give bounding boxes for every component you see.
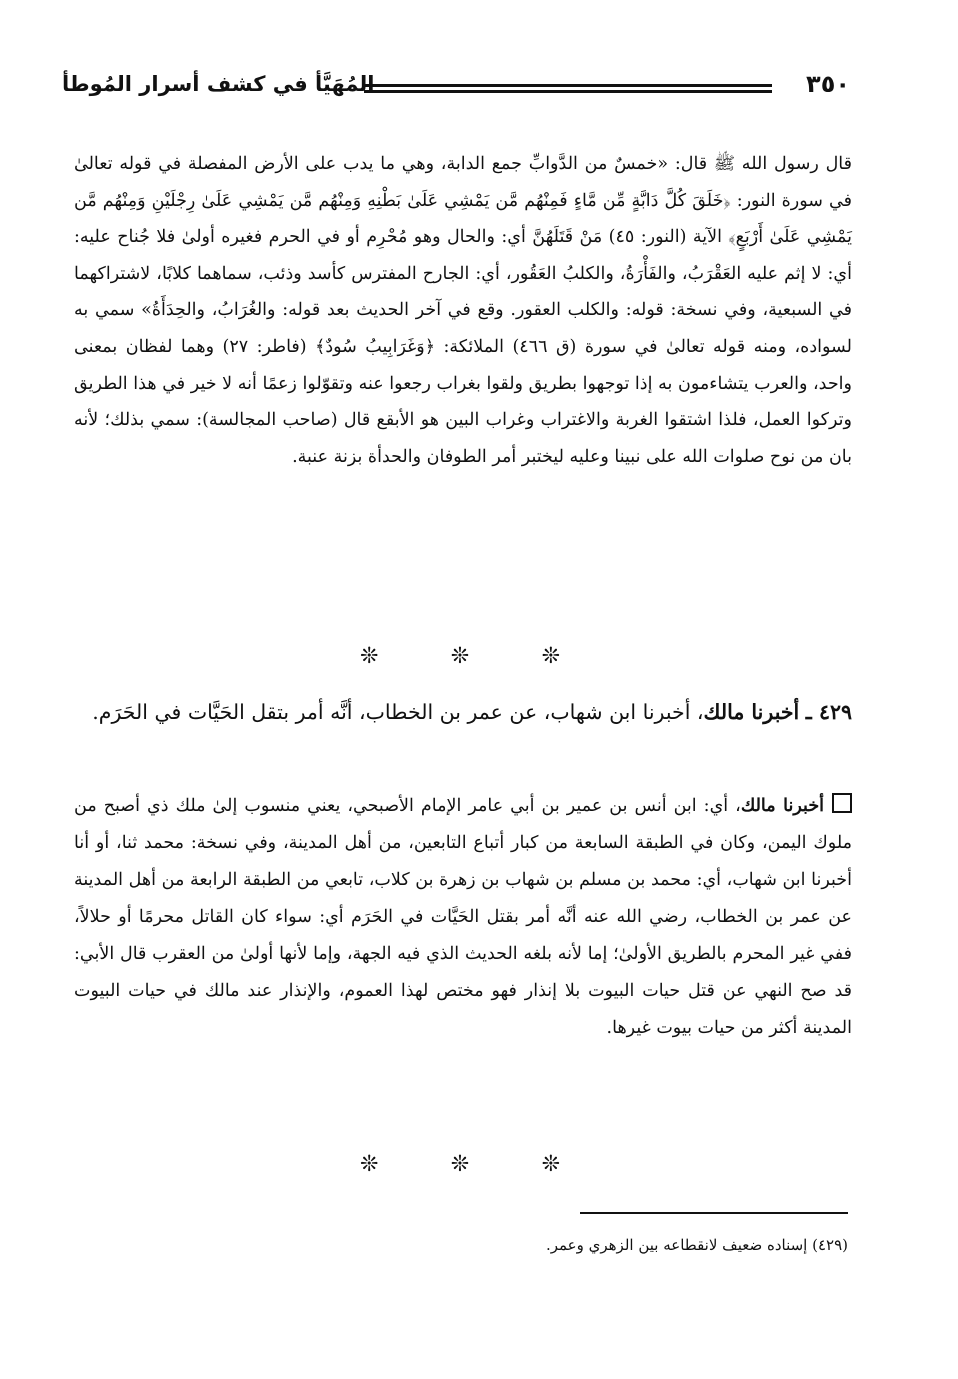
hadith-text [74, 688, 852, 736]
page-header [62, 70, 850, 110]
commentary-text: قال رسول الله ﷺ قال: «خمسٌ من الدَّوابِّ جمع الدابة، وهي ما يدب على الأرض المفصلة في قوله تعالىٰ في سورة النور: ﴿خَلَقَ كُلَّ دَابَّةٍ مِّن مَّاءٍ فَمِنْهُم مَّن يَمْشِي عَلَىٰ بَطْنِهِ وَمِنْهُم مَّن يَمْشِي عَلَىٰ رِجْلَيْنِ وَمِنْهُم مَّن يَمْشِي عَلَىٰ أَرْبَعٍ﴾ الآية (النور: ٤٥) مَنْ قَتَلَهُنَّ أي: والحال وهو مُحْرِم أو في الحرم فغيره أولىٰ فلا جُناح عليه: أي: لا إثم عليه العَقْرَبُ، والفَأْرَةُ، والكلبُ العَقُور، أي: الجارح المفترس كأسد وذئب، سماهما كلابًا، لاشتراكهما في السبعية، وفي نسخة: قوله: والكلب العقور. وقع في آخر الحديث بعد قوله: والغُرَابُ، والحِدَأَةُ» سمي به لسواده، ومنه قوله تعالىٰ في سورة (ق ٤٦٦) الملائكة: ﴿وَغَرَابِيبُ سُودٌ﴾ (فاطر: ٢٧) وهما لفظان بمعنى واحد، والعرب يتشاءمون به إذا توجهوا بطريق ولقوا بغراب رجعوا عنه وتقوّلوا زعمًا أنه لا خير في هذا الطريق وتركوا العمل، فلذا اشتقوا الغربة والاغتراب وغراب البين هو الأبقع قال (صاحب المجالسة): سمي بذلك؛ لأنه بان من نوح صلوات الله على نبينا وعليه ليختبر أمر الطوفان والحدأة بزنة عنبة. [74, 154, 852, 467]
hadith-body: ، أخبرنا ابن شهاب، عن عمر بن الخطاب، أنَّه أمر بتقل الحَيَّات في الحَرَم. [92, 700, 704, 724]
hadith-paragraph [74, 688, 852, 736]
asterism-ornament: ❊ [450, 1152, 470, 1177]
commentary-paragraph [74, 788, 852, 1047]
footnote-rule [580, 1212, 848, 1214]
commentary-paragraph [74, 146, 852, 475]
commentary-body: ، أي: ابن أنس بن عمير بن أبي عامر الإمام الأصبحي، يعني منسوب إلىٰ ملك ذي أصبح من ملوك اليمن، وكان في الطبقة السابعة من كبار أتباع التابعين، من أهل المدينة، وفي نسخة: محمد ثنا، أو أنا أخبرنا ابن شهاب، أي: محمد بن مسلم بن شهاب بن زهرة بن كلاب، تابعي من الطبقة الرابعة من أهل المدينة عن عمر بن الخطاب، رضي الله عنه أنَّه أمر بقتل الحَيَّات في الحَرَم أي: سواء كان القاتل محرمًا أو حلالاً، ففي غير المحرم بالطريق الأولىٰ؛ إما لأنه بلغه الحديث الذي فيه الجهة، وإما لأنها أولىٰ من العقرب قال الأبي: قد صح النهي عن قتل حيات البيوت بلا إنذار فهو مختص لهذا العموم، والإنذار عند مالك في حيات البيوت المدينة أكثر من حيات بيوت غيرها. [74, 796, 852, 1038]
header-rule [364, 84, 772, 87]
section-separator [360, 1154, 560, 1176]
square-bullet-icon [832, 793, 852, 813]
asterism-ornament: ❊ [360, 644, 379, 669]
asterism-ornament: ❊ [541, 644, 560, 669]
section-separator [360, 646, 560, 668]
commentary-text [74, 788, 852, 1047]
footnote: (٤٢٩) إسناده ضعيف لانقطاعه بين الزهري وعمر. [545, 1236, 848, 1254]
hadith-lead: أخبرنا مالك [703, 700, 800, 724]
asterism-ornament: ❊ [360, 1152, 379, 1177]
asterism-ornament: ❊ [541, 1152, 560, 1177]
page-number: ٣٥٠ [806, 70, 850, 98]
running-title: المُهَيَّأ في كشف أسرار المُوطأ [62, 72, 375, 96]
hadith-number: ٤٢٩ ـ [805, 700, 852, 724]
asterism-ornament: ❊ [450, 644, 470, 669]
commentary-lead: أخبرنا مالك [740, 796, 824, 816]
